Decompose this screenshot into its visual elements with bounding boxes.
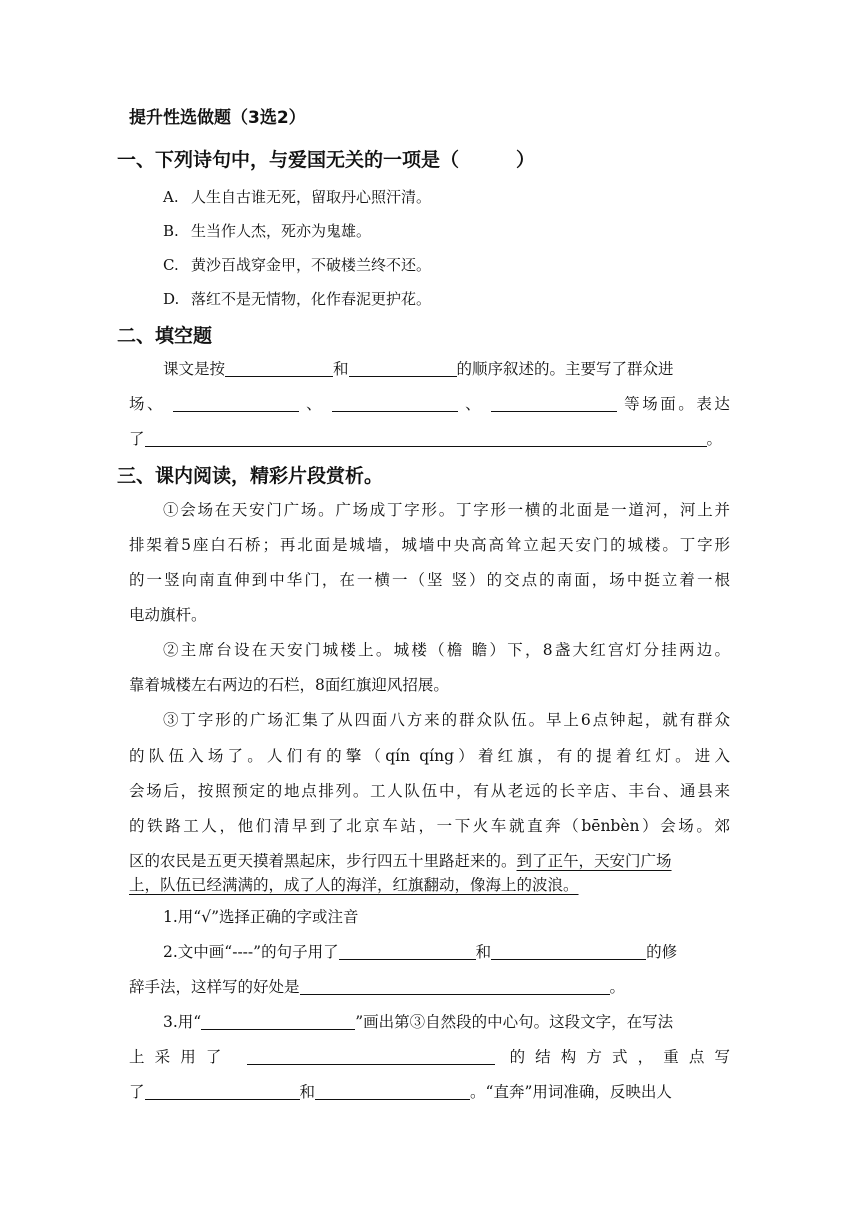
option-letter: C. (163, 256, 179, 274)
question-2-heading: 二、填空题 (117, 325, 213, 347)
fill-text: 课文是按 (163, 360, 226, 378)
passage-line: 的一竖向南直伸到中华门，在一横一（坚 竖）的交点的南面，场中挺立着一根 (129, 571, 730, 589)
fill-blank[interactable] (491, 395, 617, 412)
fill-text: 的顺序叙述的。主要写了群众进 (456, 360, 674, 378)
passage-line: 排架着5座白石桥；再北面是城墙，城墙中央高高耸立起天安门的城楼。丁字形 (129, 536, 730, 554)
fill-blank[interactable] (247, 1048, 495, 1065)
question-3-heading: 三、课内阅读，精彩片段赏析。 (117, 465, 384, 487)
passage-text: 区的农民是五更天摸着黑起床，步行四五十里路赶来的。 (129, 852, 517, 870)
fill-blank[interactable] (332, 395, 458, 412)
fill-blank[interactable] (349, 360, 457, 377)
passage-line (129, 849, 672, 871)
fill-blank[interactable] (225, 360, 333, 377)
sub-text: 上采用了 (129, 1048, 232, 1066)
sub-text: 3.用“ (163, 1013, 202, 1031)
fill-blank[interactable] (300, 978, 610, 995)
fill-line-3 (129, 427, 722, 449)
sub-text: 。“直奔”用词准确，反映出人 (470, 1083, 672, 1101)
fill-text: 和 (333, 360, 349, 378)
sub-question-3-line2 (129, 1045, 730, 1067)
fill-text: 等场面。表达 (624, 395, 730, 413)
fill-text: 场、 (129, 395, 166, 413)
fill-line-1 (163, 357, 674, 379)
option-letter: B. (163, 222, 179, 240)
fill-blank[interactable] (315, 1083, 470, 1100)
passage-line: 的队伍入场了。人们有的擎（qín qíng）着红旗，有的提着红灯。进入 (129, 747, 730, 765)
option-b (163, 220, 371, 241)
fill-text: 了 (129, 430, 145, 448)
option-text: 人生自古谁无死，留取丹心照汗清。 (191, 188, 432, 206)
option-text: 生当作人杰，死亦为鬼雄。 (191, 222, 372, 240)
passage-line: 会场后，按照预定的地点排列。工人队伍中，有从老远的长辛店、丰台、通县来 (129, 782, 730, 800)
sub-text: 。 (609, 978, 626, 996)
fill-text: 、 (306, 395, 325, 413)
page-title: 提升性选做题（3选2） (129, 108, 306, 128)
sub-text: 了 (129, 1083, 145, 1101)
fill-blank[interactable] (145, 1083, 300, 1100)
question-1-heading: 一、下列诗句中，与爱国无关的一项是（ ） (117, 149, 536, 171)
option-letter: A. (163, 188, 179, 206)
sub-text: 和 (475, 943, 492, 961)
fill-text: 。 (706, 430, 723, 448)
option-a (163, 186, 431, 207)
passage-line: 靠着城楼左右两边的石栏，8面红旗迎风招展。 (129, 676, 449, 694)
underlined-sentence: 到了正午，天安门广场 (516, 852, 672, 870)
sub-question-1: 1.用“√”选择正确的字或注音 (163, 908, 359, 926)
sub-text: 2.文中画“----”的句子用了 (163, 943, 339, 961)
passage-line: ③丁字形的广场汇集了从四面八方来的群众队伍。早上6点钟起，就有群众 (163, 711, 730, 729)
fill-blank[interactable] (173, 395, 299, 412)
passage-line: ②主席台设在天安门城楼上。城楼（檐 瞻）下，8盏大红宫灯分挂两边。 (163, 641, 730, 659)
sub-question-2-cont (129, 975, 625, 997)
option-text: 落红不是无情物，化作春泥更护花。 (191, 290, 432, 308)
underlined-sentence: 上，队伍已经满满的，成了人的海洋，红旗翻动，像海上的波浪。 (129, 876, 579, 894)
sub-text: 的修 (646, 943, 678, 961)
fill-blank[interactable] (145, 430, 707, 447)
fill-blank[interactable] (491, 943, 646, 960)
sub-text: 的结构方式，重点写 (509, 1048, 730, 1066)
fill-blank[interactable] (339, 943, 476, 960)
fill-line-2 (129, 392, 730, 414)
sub-text: 和 (299, 1083, 316, 1101)
option-d (163, 288, 431, 309)
sub-question-3 (163, 1010, 673, 1032)
fill-text: 、 (465, 395, 484, 413)
sub-text: 辞手法，这样写的好处是 (129, 978, 300, 996)
sub-text: ”画出第③自然段的中心句。这段文字，在写法 (355, 1013, 674, 1031)
passage-line: ①会场在天安门广场。广场成丁字形。丁字形一横的北面是一道河，河上并 (163, 501, 730, 519)
option-c (163, 254, 431, 275)
option-text: 黄沙百战穿金甲，不破楼兰终不还。 (191, 256, 432, 274)
option-letter: D. (163, 290, 180, 308)
passage-line: 的铁路工人，他们清早到了北京车站，一下火车就直奔（bēnbèn）会场。郊 (129, 817, 730, 835)
passage-line: 电动旗杆。 (129, 606, 207, 624)
fill-blank[interactable] (201, 1013, 355, 1030)
sub-question-3-line3 (129, 1080, 672, 1102)
sub-question-2 (163, 940, 677, 962)
